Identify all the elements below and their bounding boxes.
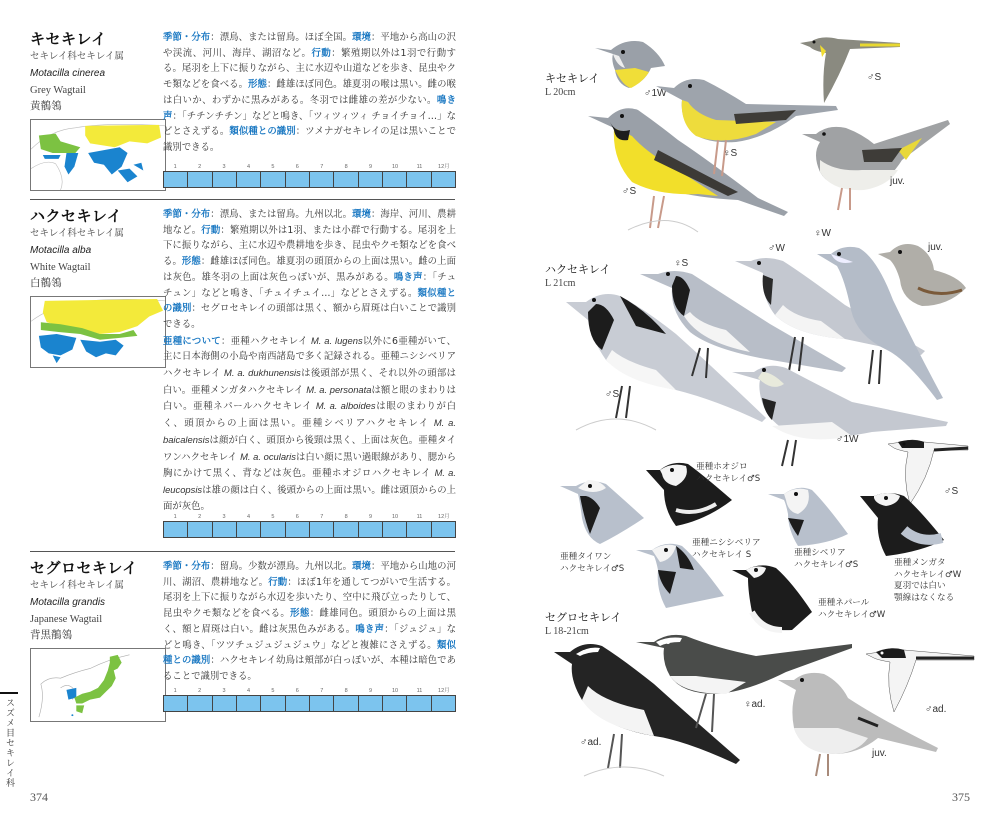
month-cell bbox=[164, 172, 188, 187]
month-label: 10 bbox=[391, 514, 399, 520]
month-cell bbox=[432, 522, 455, 537]
plumage-label: ♂W bbox=[768, 243, 785, 254]
month-cell bbox=[188, 696, 212, 711]
species-latin-name: Motacilla alba bbox=[30, 245, 92, 256]
species-english-name: Japanese Wagtail bbox=[30, 614, 103, 625]
month-label: 4 bbox=[246, 514, 250, 520]
month-cell bbox=[334, 696, 358, 711]
species-kanji-name: 背黒鶺鴒 bbox=[30, 629, 72, 641]
subspecies-latin: M. a. dukhunensis bbox=[224, 367, 301, 379]
description-text: ：雌雄ほぼ同色。雄夏羽の喉は黒い。雌の喉は白いか、わずかに黒みがある。冬羽では雌雄の差が少ない。 bbox=[163, 79, 456, 106]
month-bar bbox=[163, 521, 456, 538]
plumage-label: ♂ad. bbox=[580, 737, 602, 748]
subspecies-caption: 亜種タイワン ハクセキレイ♂S bbox=[560, 552, 625, 574]
side-tab-label: スズメ目セキレイ科 bbox=[4, 698, 14, 788]
plumage-label: ♂S bbox=[622, 186, 637, 197]
left-page-374 bbox=[0, 0, 470, 820]
month-cell bbox=[261, 696, 285, 711]
month-label: 6 bbox=[295, 688, 299, 694]
subspecies-caption: 亜種メンガタ ハクセキレイ♂W 夏羽では白い 顎線はなくなる bbox=[894, 558, 962, 603]
section-keyword: 季節・分布 bbox=[163, 32, 211, 43]
species-english-name: White Wagtail bbox=[30, 262, 91, 273]
month-label: 2 bbox=[198, 688, 202, 694]
month-cell bbox=[383, 696, 407, 711]
month-cell bbox=[407, 172, 431, 187]
description-text: ：亜種ハクセキレイ bbox=[220, 335, 311, 347]
month-labels bbox=[163, 163, 456, 171]
species-name: ハクセキレイ bbox=[30, 207, 123, 225]
month-cell bbox=[237, 522, 261, 537]
subspecies-latin: M. a. lugens bbox=[310, 334, 363, 346]
month-cell bbox=[286, 522, 310, 537]
month-label: 8 bbox=[344, 688, 348, 694]
month-label: 2 bbox=[198, 514, 202, 520]
month-cell bbox=[237, 696, 261, 711]
description-text: ：留鳥。少数が漂鳥。九州以北。 bbox=[210, 561, 353, 572]
subspecies-caption: 亜種ニシシベリア ハクセキレイ S bbox=[692, 538, 761, 560]
subspecies-caption: 亜種ネパール ハクセキレイ♂W bbox=[818, 598, 886, 620]
month-label: 11 bbox=[416, 688, 423, 694]
month-label: 10 bbox=[391, 164, 399, 170]
month-label: 11 bbox=[416, 164, 423, 170]
section-keyword: 行動 bbox=[311, 47, 332, 59]
plumage-label: juv. bbox=[872, 748, 887, 759]
plumage-label: ♂S bbox=[944, 486, 959, 497]
month-cell bbox=[407, 696, 431, 711]
month-cell bbox=[407, 522, 431, 537]
month-label: 7 bbox=[320, 164, 324, 170]
description-text: ：「チュチュン」などと鳴き、「チュイチュイ…」などとさえずる。 bbox=[163, 271, 456, 299]
species-entry-white-wagtail bbox=[30, 207, 455, 547]
plate-species-size: L 20cm bbox=[545, 87, 576, 98]
species-latin-name: Motacilla grandis bbox=[30, 597, 106, 608]
plumage-label: ♂S bbox=[867, 72, 882, 83]
month-calendar bbox=[163, 513, 456, 538]
month-label: 6 bbox=[295, 164, 299, 170]
description-text: ：「チチンチチン」などと鳴き、「ツィツィツィ チョイチョイ…」などとさえずる。 bbox=[163, 110, 456, 138]
plate-species-title: ハクセキレイ bbox=[545, 263, 611, 276]
month-label: 7 bbox=[320, 514, 324, 520]
species-latin-name: Motacilla cinerea bbox=[30, 68, 106, 79]
month-cell bbox=[359, 172, 383, 187]
subspecies-mengata-head-illustration bbox=[860, 490, 950, 560]
species-header bbox=[30, 30, 165, 191]
section-keyword: 鳴き声 bbox=[355, 623, 385, 635]
subspecies-siberia-head-illustration bbox=[768, 484, 858, 554]
section-keyword: 形態 bbox=[290, 608, 310, 620]
month-cell bbox=[188, 172, 212, 187]
description-text: は眼のまわりが白く、頭頂からの上面は黒い。亜種シベリアハクセキレイ bbox=[163, 401, 456, 430]
month-label: 5 bbox=[271, 164, 275, 170]
species-header bbox=[30, 207, 165, 368]
subspecies-caption: 亜種シベリア ハクセキレイ♂S bbox=[794, 548, 859, 570]
month-cell bbox=[286, 172, 310, 187]
subspecies-taiwan-head-illustration bbox=[560, 478, 645, 548]
species-header bbox=[30, 559, 165, 722]
month-label: 12月 bbox=[438, 688, 450, 694]
month-cell bbox=[164, 696, 188, 711]
month-label: 11 bbox=[416, 514, 423, 520]
side-tab-marker bbox=[0, 692, 18, 694]
month-cell bbox=[237, 172, 261, 187]
subspecies-caption: 亜種ホオジロ ハクセキレイ♂S bbox=[696, 462, 761, 484]
subspecies-latin: M. a. ocularis bbox=[240, 450, 296, 462]
eurasia-map-icon bbox=[31, 297, 165, 367]
section-keyword: 行動 bbox=[201, 224, 221, 236]
description-text: ：繁殖期以外は1羽で行動する。尾羽を上下に振りながら、主に水辺や山道などを歩き、昆虫やクモ類などを食べる。 bbox=[163, 47, 456, 91]
month-label: 12月 bbox=[438, 164, 450, 170]
description-text: ：漂鳥、または留鳥。ほぼ全国。 bbox=[210, 32, 353, 43]
species-description bbox=[163, 207, 456, 514]
month-cell bbox=[334, 172, 358, 187]
month-label: 3 bbox=[222, 164, 226, 170]
subspecies-latin: M. a. personata bbox=[306, 383, 372, 395]
description-text: は顔が白く、頭頂から後頸は黒く、上面は灰色。亜種タイワンハクセキレイ bbox=[163, 434, 456, 463]
month-labels bbox=[163, 513, 456, 521]
section-keyword: 行動 bbox=[268, 576, 288, 588]
section-keyword: 類似種との識別 bbox=[163, 639, 456, 667]
section-keyword: 環境 bbox=[352, 561, 371, 572]
distribution-map bbox=[30, 119, 166, 191]
japanese-wagtail-flight-illustration bbox=[866, 646, 976, 716]
species-description bbox=[163, 559, 456, 685]
month-cell bbox=[310, 522, 334, 537]
species-description bbox=[163, 30, 456, 156]
species-family: セキレイ科セキレイ属 bbox=[30, 580, 124, 591]
plumage-label: ♀S bbox=[674, 258, 689, 269]
month-cell bbox=[432, 696, 455, 711]
side-index-tab bbox=[0, 692, 18, 788]
month-cell bbox=[286, 696, 310, 711]
month-cell bbox=[359, 696, 383, 711]
plate-species-title: キセキレイ bbox=[545, 72, 600, 85]
description-text: ：ほぼ1年を通してつがいで生活する。尾羽を上下に振りながら水辺を歩いたり、空中に飛び立ったりして、昆虫やクモ類などを食べる。 bbox=[163, 576, 456, 620]
description-text: ：ハクセキレイ幼鳥は頬部が白っぽいが、本種は暗色であることで識別できる。 bbox=[163, 655, 456, 682]
species-english-name: Grey Wagtail bbox=[30, 85, 86, 96]
description-text: ：漂鳥、または留鳥。九州以北。 bbox=[210, 209, 353, 220]
month-labels bbox=[163, 687, 456, 695]
description-text: は雄の顔は白く、後頭からの上面は黒い。雌は頭頂からの上面が灰色。 bbox=[163, 484, 456, 512]
grey-wagtail-juvenile-illustration bbox=[802, 120, 952, 215]
japan-map-icon bbox=[31, 649, 165, 721]
section-keyword: 環境 bbox=[352, 32, 371, 43]
plumage-label: ♀W bbox=[814, 228, 831, 239]
page-number: 374 bbox=[30, 790, 48, 804]
section-keyword: 季節・分布 bbox=[163, 561, 211, 572]
distribution-map bbox=[30, 296, 166, 368]
description-text: は後頭部が黒く、それ以外の頭部は白い。亜種メンガタハクセキレイ bbox=[163, 368, 456, 396]
eurasia-map-icon bbox=[31, 120, 165, 190]
month-cell bbox=[383, 172, 407, 187]
subspecies-latin: M. a. baicalensis bbox=[163, 417, 456, 445]
month-cell bbox=[213, 522, 237, 537]
month-label: 7 bbox=[320, 688, 324, 694]
month-label: 9 bbox=[369, 688, 373, 694]
month-label: 8 bbox=[344, 514, 348, 520]
subspecies-nepal-head-illustration bbox=[732, 562, 822, 632]
plumage-label: ♀S bbox=[723, 148, 738, 159]
month-label: 1 bbox=[173, 514, 177, 520]
month-label: 8 bbox=[344, 164, 348, 170]
month-label: 4 bbox=[246, 688, 250, 694]
plumage-label: ♂1W bbox=[644, 88, 667, 99]
species-kanji-name: 黄鶺鴒 bbox=[30, 100, 62, 112]
distribution-map bbox=[30, 648, 166, 722]
plumage-label: juv. bbox=[890, 176, 905, 187]
month-label: 2 bbox=[198, 164, 202, 170]
species-name: セグロセキレイ bbox=[30, 559, 138, 577]
month-cell bbox=[213, 172, 237, 187]
month-cell bbox=[310, 696, 334, 711]
plumage-label: ♂ad. bbox=[925, 704, 947, 715]
species-family: セキレイ科セキレイ属 bbox=[30, 51, 124, 62]
month-cell bbox=[432, 172, 455, 187]
grey-wagtail-flight-illustration bbox=[800, 35, 905, 105]
plate-species-size: L 18-21cm bbox=[545, 626, 589, 637]
species-entry-japanese-wagtail bbox=[30, 559, 455, 719]
month-label: 3 bbox=[222, 514, 226, 520]
month-label: 9 bbox=[369, 514, 373, 520]
species-entry-grey-wagtail bbox=[30, 30, 455, 195]
description-text: ：「ジュジュ」などと鳴き、「ツツチュジュジュジュウ」などと複雑にさえずる。 bbox=[163, 623, 456, 651]
description-text: 以外に6亜種がいて、主に日本海側の小島や南西諸島で多く記録される。亜種ニシシベリアハクセキレイ bbox=[163, 335, 456, 380]
description-text: ：平地から高山の沢や渓流、河川、海岸、湖沼など。 bbox=[163, 32, 456, 59]
month-cell bbox=[261, 172, 285, 187]
month-label: 1 bbox=[173, 688, 177, 694]
month-label: 6 bbox=[295, 514, 299, 520]
plate-species-title: セグロセキレイ bbox=[545, 611, 622, 624]
month-label: 10 bbox=[391, 688, 399, 694]
section-keyword: 形態 bbox=[248, 79, 267, 91]
description-text: ：海岸、河川、農耕地など。 bbox=[163, 209, 456, 236]
section-keyword: 鳴き声 bbox=[393, 271, 423, 283]
month-label: 4 bbox=[246, 164, 250, 170]
entry-divider bbox=[30, 551, 455, 552]
entry-divider bbox=[30, 199, 455, 200]
page-number: 375 bbox=[952, 790, 970, 804]
plumage-label: ♀ad. bbox=[744, 699, 766, 710]
section-keyword: 環境 bbox=[352, 209, 371, 220]
section-keyword: 類似種との識別 bbox=[229, 126, 296, 138]
section-keyword: 形態 bbox=[181, 256, 201, 268]
month-cell bbox=[334, 522, 358, 537]
section-keyword: 季節・分布 bbox=[163, 209, 211, 220]
month-calendar bbox=[163, 687, 456, 712]
month-cell bbox=[164, 522, 188, 537]
plumage-label: ♂1W bbox=[836, 434, 859, 445]
month-label: 1 bbox=[173, 164, 177, 170]
subspecies-latin: M. a. alboides bbox=[315, 400, 376, 412]
section-keyword: 鳴き声 bbox=[163, 94, 456, 122]
description-text: は白い顔に黒い過眼線があり、腮から胸にかけて黒く、背などは灰色。亜種ホオジロハクセキレイ bbox=[163, 451, 456, 480]
description-text: ：平地から山地の河川、湖沼、農耕地など。 bbox=[163, 561, 456, 588]
description-text: ：繁殖期以外は1羽、または小群で行動する。尾羽を上下に振りながら、主に水辺や農耕地を歩き、昆虫やクモ類などを食べる。 bbox=[163, 224, 456, 268]
section-keyword: 亜種について bbox=[163, 335, 221, 347]
month-label: 3 bbox=[222, 688, 226, 694]
month-label: 12月 bbox=[438, 514, 450, 520]
month-cell bbox=[213, 696, 237, 711]
month-cell bbox=[383, 522, 407, 537]
month-bar bbox=[163, 171, 456, 188]
plumage-label: juv. bbox=[928, 242, 943, 253]
right-page-375-plate bbox=[470, 0, 1000, 820]
white-wagtail-juvenile-illustration bbox=[878, 240, 968, 310]
species-name: キセキレイ bbox=[30, 30, 107, 48]
species-kanji-name: 白鶺鴒 bbox=[30, 277, 62, 289]
month-calendar bbox=[163, 163, 456, 188]
month-bar bbox=[163, 695, 456, 712]
month-label: 5 bbox=[271, 688, 275, 694]
month-cell bbox=[188, 522, 212, 537]
plumage-label: ♂S bbox=[605, 389, 620, 400]
month-cell bbox=[261, 522, 285, 537]
subspecies-latin: M. a. leucopsis bbox=[163, 467, 456, 495]
month-label: 5 bbox=[271, 514, 275, 520]
description-text: は額と眼のまわりは白い。亜種ネパールハクセキレイ bbox=[163, 384, 457, 413]
description-text: ：雌雄ほぼ同色。雄夏羽の頭頂からの上面は黒い。雌の上面は灰色。雄冬羽の上面は灰色っぽいが、黒みがある。 bbox=[163, 256, 456, 283]
month-cell bbox=[310, 172, 334, 187]
month-cell bbox=[359, 522, 383, 537]
description-text: ：ツメナガセキレイの足は黒いことで識別できる。 bbox=[163, 126, 456, 153]
species-family: セキレイ科セキレイ属 bbox=[30, 228, 124, 239]
month-label: 9 bbox=[369, 164, 373, 170]
description-text: ：セグロセキレイの頭部は黒く、額から眉斑は白いことで識別できる。 bbox=[163, 303, 456, 330]
section-keyword: 類似種との識別 bbox=[163, 287, 456, 315]
plate-species-size: L 21cm bbox=[545, 278, 576, 289]
description-text: ：雌雄同色。頭頂からの上面は黒く、額と眉斑は白い。雌は灰黒色みがある。 bbox=[163, 608, 456, 635]
